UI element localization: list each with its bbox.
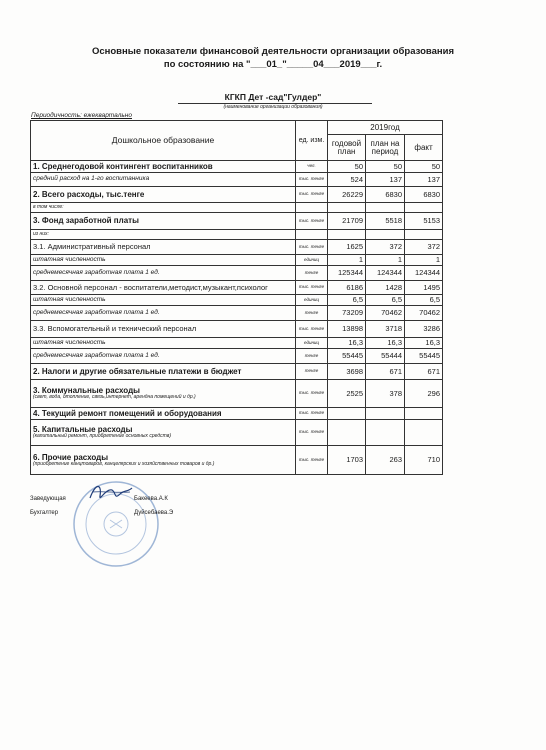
row-name: 3.3. Вспомогательный и технический персонал [33,324,197,334]
cell-fact: 671 [405,364,443,380]
row-label [31,380,296,408]
cell-fact [405,230,443,240]
row-label [31,203,296,213]
row-name: 1. Среднегодовой контингент воспитанников [33,161,213,171]
header-year: 2019год [328,121,443,135]
row-label [31,446,296,475]
cell-annual: 6,5 [328,295,366,306]
table-row [31,295,443,306]
row-name: 2. Налоги и другие обязательные платежи в бюджет [33,366,242,376]
row-name: в том числе: [33,204,64,210]
cell-fact: 296 [405,380,443,408]
signature-head [86,480,136,506]
cell-annual [328,420,366,446]
cell-fact [405,420,443,446]
row-name: 2. Всего расходы, тыс.тенге [33,189,145,199]
row-name: штатная численность [33,338,106,346]
cell-period: 50 [366,161,405,173]
row-label [31,420,296,446]
cell-annual: 524 [328,173,366,187]
row-unit: тыс. тенге [296,446,328,475]
row-label [31,364,296,380]
table-row [31,364,443,380]
row-name: средний расход на 1-го воспитанника [33,175,150,183]
row-subtitle: (приобретение канцтоваров, канцелярских и хозяйственных товаров и др.) [33,460,215,467]
table-row [31,213,443,230]
cell-period: 378 [366,380,405,408]
cell-fact: 124344 [405,266,443,281]
row-subtitle: (свет, вода, отопление, связь,интернет, арендна помещений и др.) [33,394,196,400]
cell-annual: 3698 [328,364,366,380]
row-unit: единиц [296,295,328,306]
row-unit: тыс. тенге [296,240,328,255]
row-label [31,321,296,338]
cell-period: 137 [366,173,405,187]
cell-annual: 1625 [328,240,366,255]
table-row [31,281,443,295]
cell-period [366,203,405,213]
cell-period: 263 [366,446,405,475]
row-name: среднемесячная заработная плата 1 ед. [33,351,160,359]
cell-fact: 710 [405,446,443,475]
cell-fact: 16,3 [405,338,443,349]
row-name: из них: [33,231,49,237]
cell-period: 55444 [366,349,405,364]
row-label [31,281,296,295]
cell-fact: 137 [405,173,443,187]
cell-fact: 3286 [405,321,443,338]
table-row [31,173,443,187]
table-row [31,446,443,475]
header-education: Дошкольное образование [31,121,296,161]
cell-fact: 50 [405,161,443,173]
financial-table [30,120,443,475]
table-row [31,255,443,266]
cell-period [366,230,405,240]
cell-annual: 125344 [328,266,366,281]
table-row [31,380,443,408]
cell-fact: 70462 [405,306,443,321]
header-period-plan: план на период [366,135,405,161]
cell-period: 1 [366,255,405,266]
header-annual-plan: годовой план [328,135,366,161]
cell-annual: 21709 [328,213,366,230]
table-row [31,321,443,338]
row-label [31,213,296,230]
row-unit: тыс. тенге [296,420,328,446]
cell-annual: 73209 [328,306,366,321]
table-row [31,408,443,420]
document-title: Основные показатели финансовой деятельности организации образования [91,46,455,57]
row-name: 3. Фонд заработной платы [33,216,139,225]
cell-annual [328,230,366,240]
row-unit: тенге [296,306,328,321]
row-unit: единиц [296,338,328,349]
cell-annual [328,408,366,420]
row-unit: тыс. тенге [296,281,328,295]
cell-fact: 5153 [405,213,443,230]
row-name: 6. Прочие расходы [33,452,109,462]
row-label [31,295,296,306]
cell-fact [405,203,443,213]
row-name: 3.1. Административный персонал [33,242,151,252]
row-name: штатная численность [33,295,106,303]
row-name: 3.2. Основной персонал - воспитатели,методист,музыкант,психолог [33,282,268,292]
row-unit: тыс. тенге [296,380,328,408]
cell-fact: 55445 [405,349,443,364]
cell-annual: 16,3 [328,338,366,349]
row-unit: тыс. тенге [296,321,328,338]
cell-annual: 26229 [328,187,366,203]
row-unit: тенге [296,266,328,281]
table-row [31,266,443,281]
table-row [31,349,443,364]
document-date-line: по состоянию на "___01_"_____04___2019___г. [163,59,383,70]
row-name: 5. Капитальные расходы [33,425,133,434]
cell-period: 671 [366,364,405,380]
row-unit [296,230,328,240]
row-label [31,408,296,420]
head-name: Бакеева.А.К [134,496,168,502]
table-row [31,203,443,213]
table-row [31,306,443,321]
cell-period: 16,3 [366,338,405,349]
cell-annual: 50 [328,161,366,173]
cell-annual [328,203,366,213]
row-unit [296,203,328,213]
cell-annual: 1703 [328,446,366,475]
row-label [31,338,296,349]
header-fact: факт [405,135,443,161]
row-unit: тенге [296,349,328,364]
row-name: штатная численность [33,255,106,263]
row-label [31,306,296,321]
table-row [31,161,443,173]
accountant-label: Бухгалтер [30,510,59,516]
cell-fact: 6830 [405,187,443,203]
cell-fact: 372 [405,240,443,255]
cell-period: 6830 [366,187,405,203]
cell-fact: 6,5 [405,295,443,306]
row-name: 3. Коммунальные расходы [33,386,140,395]
cell-annual: 55445 [328,349,366,364]
row-label [31,255,296,266]
cell-period: 5518 [366,213,405,230]
cell-fact: 1495 [405,281,443,295]
row-label [31,161,296,173]
cell-annual: 1 [328,255,366,266]
row-subtitle: (капитальный ремонт, приобретение основных средств) [33,433,172,439]
row-unit: чел. [296,161,328,173]
head-label: Заведующая [30,496,66,502]
table-row [31,420,443,446]
row-label [31,266,296,281]
row-label [31,230,296,240]
row-label [31,349,296,364]
organization-name: КГКП Дет -сад"Гулдер" [224,92,322,102]
periodicity: Периодичность: ежеквартально [31,112,132,119]
row-label [31,240,296,255]
row-unit: единиц [296,255,328,266]
cell-fact [405,408,443,420]
header-unit: ед. изм. [296,121,328,161]
table-row [31,187,443,203]
row-unit: тыс. тенге [296,173,328,187]
cell-period: 124344 [366,266,405,281]
row-label [31,187,296,203]
cell-period [366,420,405,446]
cell-period: 6,5 [366,295,405,306]
row-label [31,173,296,187]
row-unit: тыс. тенге [296,187,328,203]
cell-period [366,408,405,420]
cell-fact: 1 [405,255,443,266]
table-row [31,230,443,240]
organization-caption: (наименование организации образования) [223,104,323,110]
cell-annual: 13898 [328,321,366,338]
cell-annual: 6186 [328,281,366,295]
accountant-name: Дуйсебаева.Э [134,510,174,516]
cell-period: 1428 [366,281,405,295]
table-row [31,338,443,349]
row-name: среднемесячная заработная плата 1 ед. [33,268,160,276]
row-unit: тенге [296,364,328,380]
cell-period: 372 [366,240,405,255]
table-row [31,240,443,255]
row-name: среднемесячная заработная плата 1 ед. [33,308,160,316]
row-unit: тыс. тенге [296,408,328,420]
cell-annual: 2525 [328,380,366,408]
row-unit: тыс. тенге [296,213,328,230]
cell-period: 3718 [366,321,405,338]
row-name: 4. Текущий ремонт помещений и оборудования [33,408,222,418]
cell-period: 70462 [366,306,405,321]
